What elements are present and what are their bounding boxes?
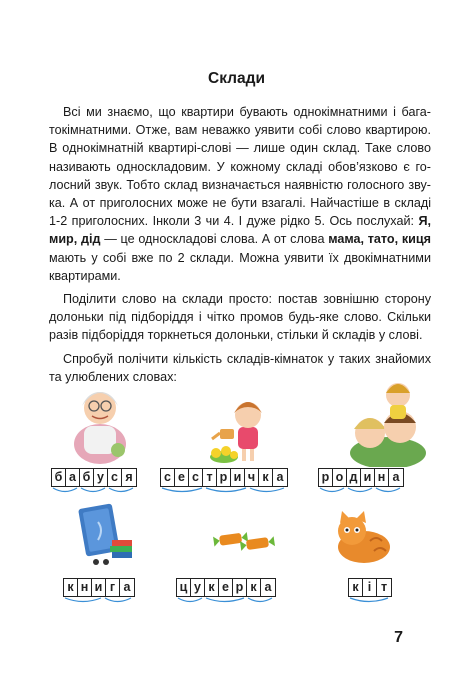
syllable-arcs-rodyna bbox=[318, 487, 404, 495]
letter: а bbox=[66, 469, 80, 486]
letter: е bbox=[175, 469, 189, 486]
girl-watering-flowers-icon bbox=[200, 393, 276, 467]
paragraph-1 bbox=[49, 103, 431, 285]
letter: б bbox=[80, 469, 94, 486]
letter: к bbox=[205, 579, 219, 596]
letter: ц bbox=[177, 579, 191, 596]
letter: и bbox=[231, 469, 245, 486]
letter: у bbox=[191, 579, 205, 596]
family-icon bbox=[340, 375, 430, 467]
candy-icon bbox=[212, 524, 282, 558]
word-box-sestrychka bbox=[160, 468, 288, 487]
letter: у bbox=[94, 469, 108, 486]
syllable-arcs-tsukerka bbox=[176, 597, 276, 605]
letter: к bbox=[349, 579, 363, 596]
example-two-syllable: мама, тато, киця bbox=[328, 232, 431, 247]
word-box-rodyna bbox=[318, 468, 404, 487]
example-one-syllable: Я, мир, дід bbox=[49, 214, 431, 247]
letter: а bbox=[123, 580, 131, 594]
letter: с bbox=[189, 469, 203, 486]
paragraph-2-text: Поділити слово на склади просто: постав зовнішню сторону долоньки під підборіддя і чітко промов будь-яке слово. Скільки разів підборіддя торкнеться долоньки, стільки й складів у слові. bbox=[49, 292, 431, 343]
letter: н bbox=[78, 579, 92, 596]
letter: б bbox=[52, 469, 66, 486]
word-box-knyha bbox=[63, 578, 135, 597]
letter: д bbox=[347, 469, 361, 486]
paragraph-3-text: Спробуй полічити кількість складів-кімнаток у таких знайомих та улюблених словах: bbox=[49, 351, 431, 384]
letter: к bbox=[64, 579, 78, 596]
letter: и bbox=[92, 579, 106, 596]
letter: р bbox=[217, 469, 231, 486]
word-box-babusia bbox=[51, 468, 137, 487]
letter: р bbox=[233, 579, 247, 596]
letter: т bbox=[380, 580, 388, 594]
word-box-kit bbox=[348, 578, 392, 597]
paragraph-1-text: Всі ми знаємо, що квартири бувають однокімнатними і бага-токімнатними. Отже, вам неважко уявити собі слово квартирою. В однокімнатній квартирі-слові — лише один склад. Таке слово називають односкладовим. У кожному складі обов’язково є го-лосний звук. Тобто склад визначається наявністю голосного зву-ка. А от приголосних може не бути взагалі. Найчастіше в складі 1-2 приголосних. Інколи 3 чи 4. І дуже рідко 5. Ось послухай: bbox=[49, 105, 431, 229]
syllable-arcs-sestrychka bbox=[160, 487, 288, 495]
letter: и bbox=[361, 469, 375, 486]
book-icon bbox=[74, 500, 136, 566]
letter: с bbox=[108, 469, 122, 486]
body-text bbox=[49, 103, 431, 391]
letter: е bbox=[219, 579, 233, 596]
word-box-tsukerka bbox=[176, 578, 276, 597]
syllable-arcs-babusia bbox=[51, 487, 137, 495]
letter: а bbox=[276, 470, 284, 484]
page-title: Склади bbox=[208, 70, 265, 87]
letter: к bbox=[259, 469, 273, 486]
grandmother-icon bbox=[62, 378, 140, 466]
letter: а bbox=[264, 580, 272, 594]
letter: о bbox=[333, 469, 347, 486]
page-number: 7 bbox=[394, 629, 403, 646]
letter: н bbox=[375, 469, 389, 486]
letter: ч bbox=[245, 469, 259, 486]
letter: г bbox=[106, 579, 120, 596]
paragraph-1-mid: — це односкладові слова. А от слова bbox=[100, 232, 329, 247]
cat-icon bbox=[330, 507, 394, 567]
paragraph-2 bbox=[49, 290, 431, 345]
letter: к bbox=[247, 579, 261, 596]
letter: с bbox=[161, 469, 175, 486]
paragraph-1-end: мають у собі вже по 2 склади. Можна уявити їх двокімнатними квартирами. bbox=[49, 250, 431, 283]
letter: а bbox=[392, 470, 400, 484]
letter: і bbox=[363, 579, 377, 596]
letter: я bbox=[125, 470, 133, 484]
letter: т bbox=[203, 469, 217, 486]
syllable-arcs-knyha bbox=[63, 597, 135, 605]
syllable-arcs-kit bbox=[348, 597, 392, 605]
letter: р bbox=[319, 469, 333, 486]
